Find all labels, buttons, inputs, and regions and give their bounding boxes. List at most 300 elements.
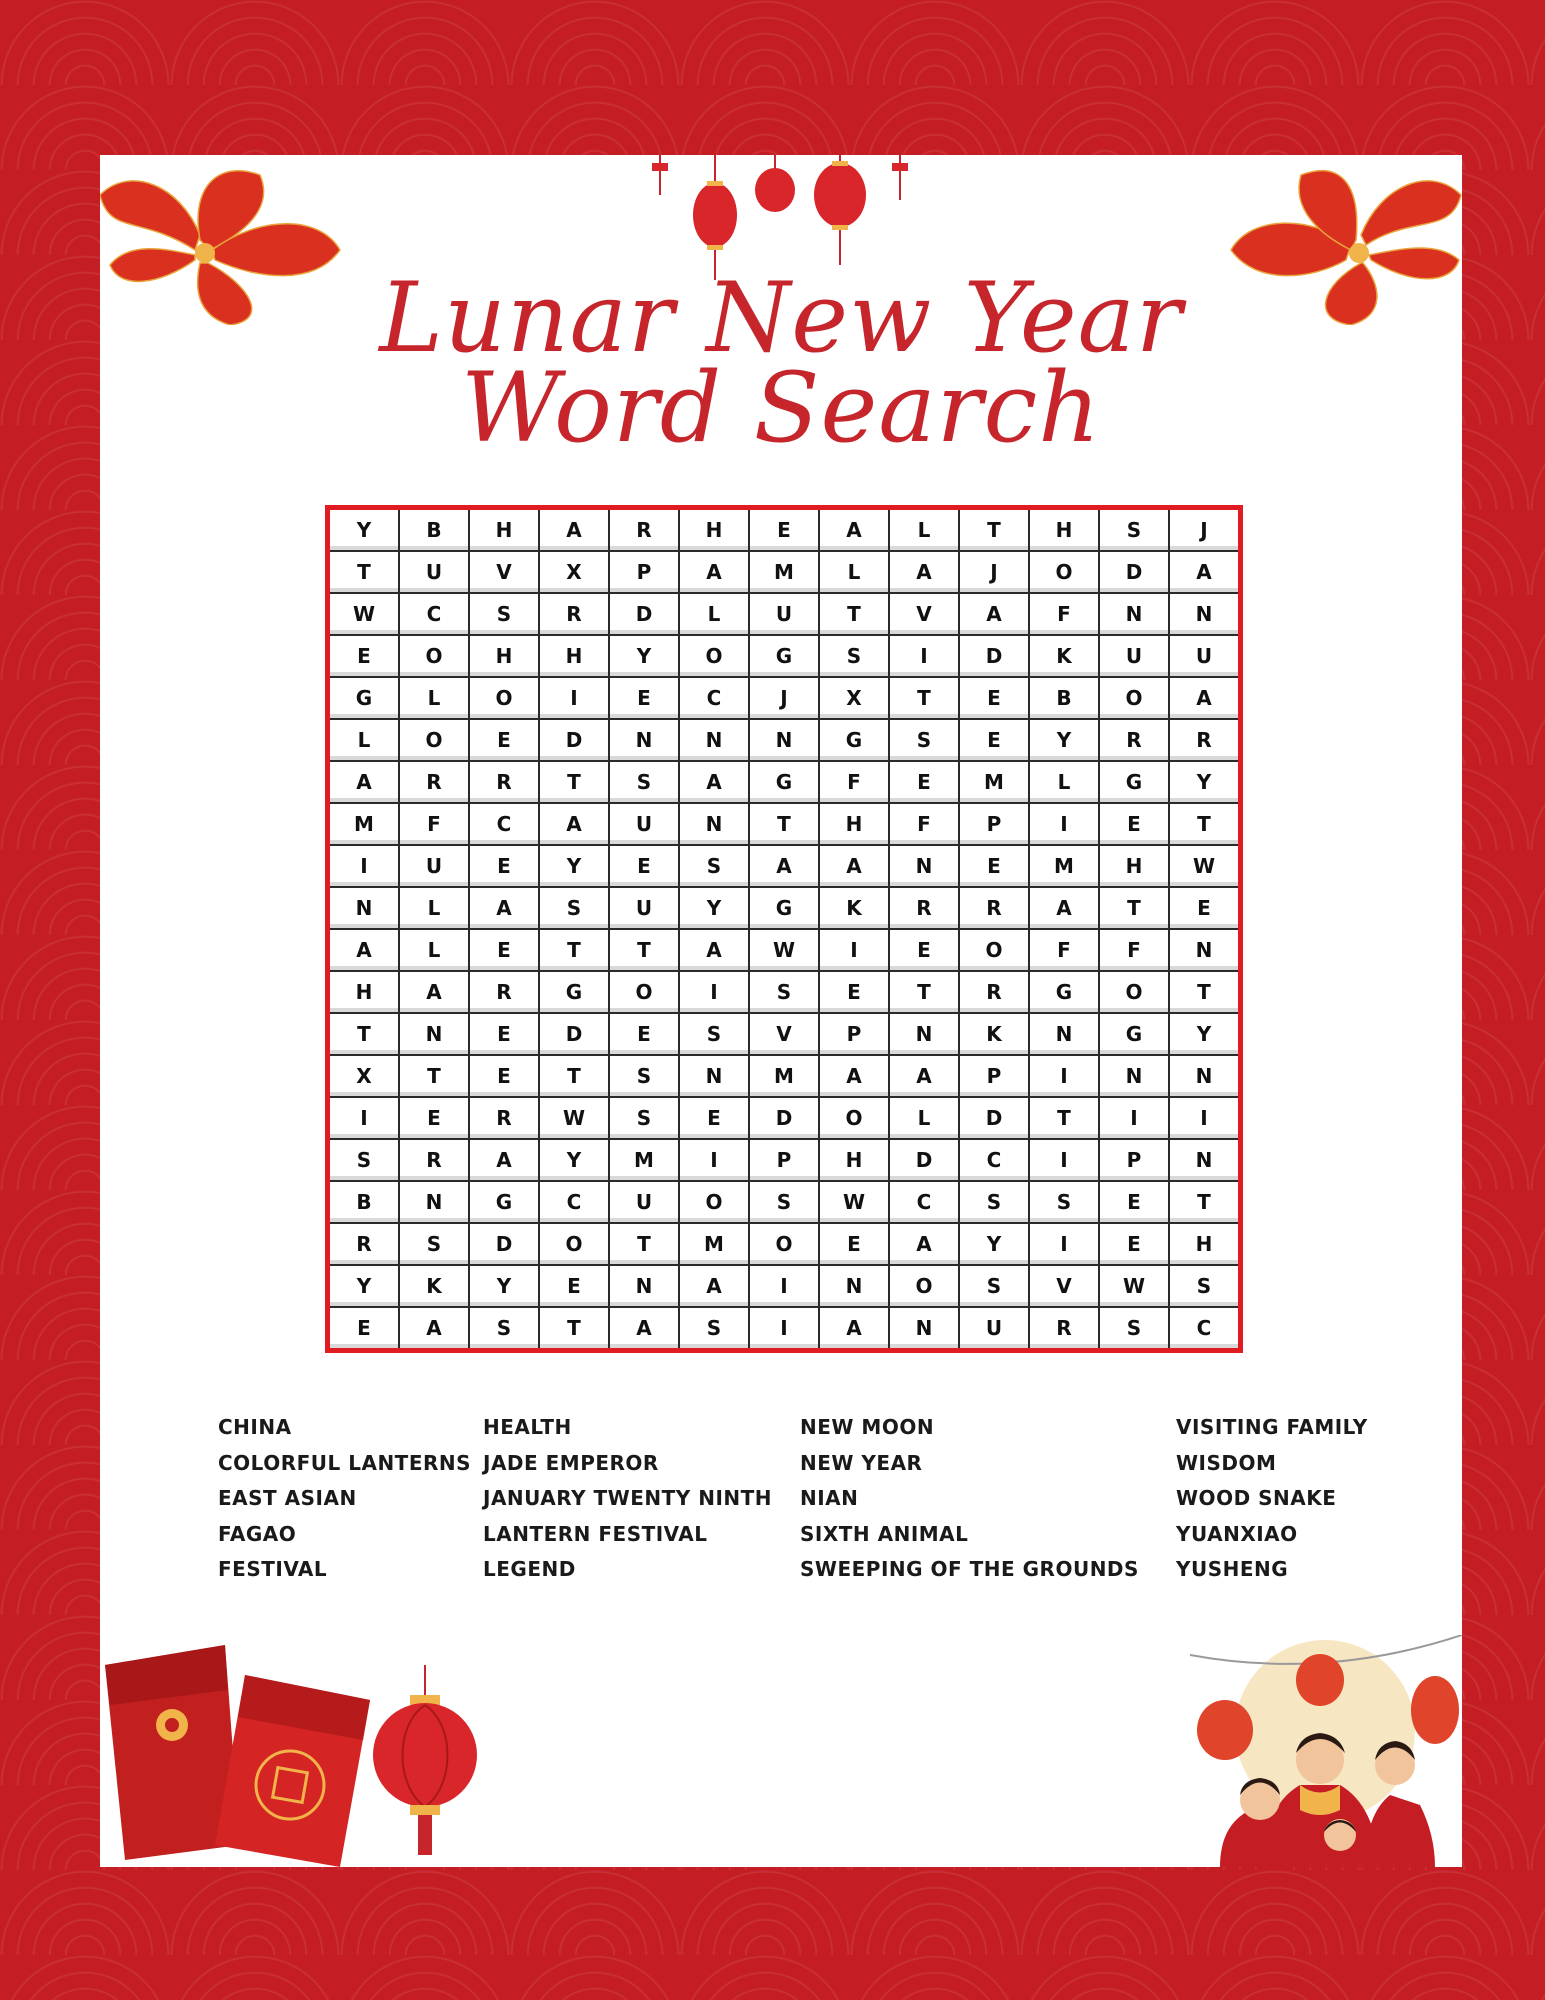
- grid-cell[interactable]: F: [399, 803, 469, 845]
- grid-cell[interactable]: N: [1169, 593, 1241, 635]
- grid-cell[interactable]: N: [679, 719, 749, 761]
- word-list-item: NEW MOON: [800, 1415, 935, 1439]
- family-illustration: [1190, 1635, 1462, 1867]
- grid-cell[interactable]: E: [889, 929, 959, 971]
- grid-cell[interactable]: O: [539, 1223, 609, 1265]
- title-line-1: Lunar New Year: [379, 262, 1183, 374]
- grid-cell[interactable]: A: [819, 508, 889, 552]
- grid-cell[interactable]: A: [539, 508, 609, 552]
- grid-cell[interactable]: Y: [679, 887, 749, 929]
- grid-cell[interactable]: M: [679, 1223, 749, 1265]
- grid-cell[interactable]: N: [399, 1013, 469, 1055]
- grid-cell[interactable]: A: [889, 551, 959, 593]
- grid-cell[interactable]: N: [1099, 593, 1169, 635]
- grid-cell[interactable]: T: [539, 1055, 609, 1097]
- word-list-item: HEALTH: [483, 1415, 572, 1439]
- grid-cell[interactable]: T: [539, 929, 609, 971]
- grid-cell[interactable]: A: [679, 551, 749, 593]
- grid-cell[interactable]: E: [749, 508, 819, 552]
- grid-cell[interactable]: E: [1099, 803, 1169, 845]
- grid-cell[interactable]: D: [959, 1097, 1029, 1139]
- grid-cell[interactable]: S: [1099, 1307, 1169, 1351]
- grid-cell[interactable]: I: [328, 845, 400, 887]
- grid-cell[interactable]: C: [959, 1139, 1029, 1181]
- grid-cell[interactable]: S: [749, 971, 819, 1013]
- grid-cell[interactable]: S: [609, 1097, 679, 1139]
- grid-cell[interactable]: N: [819, 1265, 889, 1307]
- grid-cell[interactable]: G: [469, 1181, 539, 1223]
- grid-cell[interactable]: W: [539, 1097, 609, 1139]
- grid-cell[interactable]: E: [469, 1013, 539, 1055]
- grid-cell[interactable]: M: [749, 551, 819, 593]
- grid-cell[interactable]: L: [328, 719, 400, 761]
- word-list-column: [800, 1410, 1139, 1588]
- grid-cell[interactable]: K: [819, 887, 889, 929]
- grid-cell[interactable]: N: [889, 845, 959, 887]
- word-list-item: COLORFUL LANTERNS: [218, 1450, 472, 1475]
- grid-cell[interactable]: U: [1099, 635, 1169, 677]
- grid-cell[interactable]: E: [1169, 887, 1241, 929]
- grid-cell[interactable]: I: [749, 1307, 819, 1351]
- grid-cell[interactable]: N: [679, 803, 749, 845]
- grid-cell[interactable]: I: [819, 929, 889, 971]
- grid-cell[interactable]: G: [749, 635, 819, 677]
- grid-cell[interactable]: E: [819, 1223, 889, 1265]
- grid-cell[interactable]: T: [539, 1307, 609, 1351]
- grid-cell[interactable]: S: [469, 1307, 539, 1351]
- grid-cell[interactable]: W: [749, 929, 819, 971]
- grid-cell[interactable]: X: [539, 551, 609, 593]
- grid-cell[interactable]: V: [749, 1013, 819, 1055]
- grid-cell[interactable]: H: [679, 508, 749, 552]
- grid-cell[interactable]: H: [328, 971, 400, 1013]
- grid-cell[interactable]: T: [1099, 887, 1169, 929]
- grid-cell[interactable]: I: [1169, 1097, 1241, 1139]
- grid-cell[interactable]: S: [679, 1307, 749, 1351]
- grid-cell[interactable]: T: [1169, 971, 1241, 1013]
- grid-cell[interactable]: N: [1169, 1055, 1241, 1097]
- grid-cell[interactable]: A: [539, 803, 609, 845]
- grid-cell[interactable]: J: [959, 551, 1029, 593]
- grid-cell[interactable]: L: [679, 593, 749, 635]
- word-list-item: YUANXIAO: [1176, 1521, 1298, 1546]
- grid-cell[interactable]: H: [539, 635, 609, 677]
- grid-row: [328, 971, 1241, 1013]
- grid-cell[interactable]: R: [469, 1097, 539, 1139]
- grid-row: [328, 719, 1241, 761]
- grid-cell[interactable]: T: [889, 971, 959, 1013]
- grid-cell[interactable]: L: [399, 887, 469, 929]
- grid-cell[interactable]: E: [609, 677, 679, 719]
- grid-cell[interactable]: J: [749, 677, 819, 719]
- grid-cell[interactable]: W: [1169, 845, 1241, 887]
- grid-cell[interactable]: E: [959, 845, 1029, 887]
- grid-cell[interactable]: Y: [1169, 761, 1241, 803]
- grid-cell[interactable]: X: [819, 677, 889, 719]
- grid-cell[interactable]: S: [959, 1265, 1029, 1307]
- grid-cell[interactable]: D: [469, 1223, 539, 1265]
- grid-cell[interactable]: A: [679, 1265, 749, 1307]
- grid-cell[interactable]: F: [1029, 593, 1099, 635]
- grid-cell[interactable]: N: [889, 1307, 959, 1351]
- grid-cell[interactable]: S: [819, 635, 889, 677]
- grid-cell[interactable]: R: [889, 887, 959, 929]
- grid-cell[interactable]: S: [959, 1181, 1029, 1223]
- grid-cell[interactable]: O: [469, 677, 539, 719]
- grid-cell[interactable]: A: [749, 845, 819, 887]
- grid-cell[interactable]: T: [1029, 1097, 1099, 1139]
- grid-cell[interactable]: G: [1029, 971, 1099, 1013]
- grid-cell[interactable]: P: [819, 1013, 889, 1055]
- grid-cell[interactable]: K: [959, 1013, 1029, 1055]
- grid-cell[interactable]: C: [679, 677, 749, 719]
- grid-cell[interactable]: R: [399, 761, 469, 803]
- word-list-column: [483, 1410, 772, 1588]
- grid-cell[interactable]: A: [1169, 677, 1241, 719]
- grid-cell[interactable]: G: [328, 677, 400, 719]
- grid-cell[interactable]: W: [1099, 1265, 1169, 1307]
- grid-cell[interactable]: N: [1099, 1055, 1169, 1097]
- grid-cell[interactable]: N: [749, 719, 819, 761]
- grid-row: [328, 803, 1241, 845]
- grid-cell[interactable]: H: [1169, 1223, 1241, 1265]
- grid-row: [328, 1139, 1241, 1181]
- grid-cell[interactable]: L: [819, 551, 889, 593]
- grid-cell[interactable]: I: [328, 1097, 400, 1139]
- grid-cell[interactable]: E: [679, 1097, 749, 1139]
- grid-cell[interactable]: A: [399, 971, 469, 1013]
- grid-cell[interactable]: A: [469, 887, 539, 929]
- grid-cell[interactable]: B: [328, 1181, 400, 1223]
- grid-cell[interactable]: O: [399, 719, 469, 761]
- grid-cell[interactable]: I: [539, 677, 609, 719]
- grid-cell[interactable]: M: [328, 803, 400, 845]
- grid-cell[interactable]: R: [469, 971, 539, 1013]
- grid-cell[interactable]: U: [609, 887, 679, 929]
- grid-cell[interactable]: M: [749, 1055, 819, 1097]
- grid-cell[interactable]: T: [749, 803, 819, 845]
- grid-cell[interactable]: I: [679, 1139, 749, 1181]
- grid-cell[interactable]: I: [679, 971, 749, 1013]
- grid-cell[interactable]: I: [1029, 1139, 1099, 1181]
- grid-cell[interactable]: T: [1169, 1181, 1241, 1223]
- grid-cell[interactable]: E: [959, 719, 1029, 761]
- grid-cell[interactable]: R: [1099, 719, 1169, 761]
- grid-cell[interactable]: X: [328, 1055, 400, 1097]
- grid-cell[interactable]: T: [609, 929, 679, 971]
- grid-row: [328, 1265, 1241, 1307]
- word-list-item: SIXTH ANIMAL: [800, 1521, 969, 1546]
- word-list-item: CHINA: [218, 1415, 292, 1439]
- grid-cell[interactable]: T: [328, 551, 400, 593]
- grid-cell[interactable]: E: [469, 845, 539, 887]
- grid-cell[interactable]: E: [469, 719, 539, 761]
- grid-cell[interactable]: O: [399, 635, 469, 677]
- grid-cell[interactable]: E: [889, 761, 959, 803]
- grid-cell[interactable]: E: [1099, 1223, 1169, 1265]
- grid-cell[interactable]: A: [679, 761, 749, 803]
- grid-cell[interactable]: R: [469, 761, 539, 803]
- word-list-item: FAGAO: [218, 1521, 297, 1546]
- grid-cell[interactable]: I: [1029, 803, 1099, 845]
- grid-row: [328, 677, 1241, 719]
- grid-cell[interactable]: G: [1099, 761, 1169, 803]
- grid-cell[interactable]: N: [889, 1013, 959, 1055]
- grid-cell[interactable]: N: [328, 887, 400, 929]
- grid-cell[interactable]: R: [1169, 719, 1241, 761]
- grid-cell[interactable]: F: [1029, 929, 1099, 971]
- grid-cell[interactable]: O: [679, 635, 749, 677]
- word-list-item: NEW YEAR: [800, 1450, 923, 1475]
- grid-cell[interactable]: M: [1029, 845, 1099, 887]
- grid-cell[interactable]: W: [819, 1181, 889, 1223]
- grid-row: [328, 551, 1241, 593]
- grid-cell[interactable]: O: [889, 1265, 959, 1307]
- grid-cell[interactable]: H: [1099, 845, 1169, 887]
- grid-row: [328, 1097, 1241, 1139]
- grid-cell[interactable]: T: [959, 508, 1029, 552]
- grid-cell[interactable]: G: [819, 719, 889, 761]
- grid-cell[interactable]: S: [609, 761, 679, 803]
- grid-cell[interactable]: F: [819, 761, 889, 803]
- grid-cell[interactable]: I: [1029, 1055, 1099, 1097]
- grid-row: [328, 887, 1241, 929]
- grid-cell[interactable]: G: [749, 761, 819, 803]
- word-list-item: WISDOM: [1176, 1450, 1277, 1475]
- grid-cell[interactable]: E: [328, 1307, 400, 1351]
- grid-cell[interactable]: C: [539, 1181, 609, 1223]
- grid-cell[interactable]: Y: [328, 1265, 400, 1307]
- word-list-item: NIAN: [800, 1486, 859, 1510]
- grid-cell[interactable]: T: [328, 1013, 400, 1055]
- grid-cell[interactable]: E: [819, 971, 889, 1013]
- grid-cell[interactable]: A: [959, 593, 1029, 635]
- grid-cell[interactable]: S: [749, 1181, 819, 1223]
- grid-cell[interactable]: Y: [1029, 719, 1099, 761]
- grid-cell[interactable]: P: [959, 803, 1029, 845]
- grid-cell[interactable]: O: [679, 1181, 749, 1223]
- grid-cell[interactable]: Y: [959, 1223, 1029, 1265]
- grid-cell[interactable]: C: [399, 593, 469, 635]
- grid-cell[interactable]: S: [1029, 1181, 1099, 1223]
- grid-cell[interactable]: N: [1029, 1013, 1099, 1055]
- grid-row: [328, 1181, 1241, 1223]
- grid-cell[interactable]: Y: [609, 635, 679, 677]
- grid-row: [328, 508, 1241, 552]
- grid-cell[interactable]: T: [399, 1055, 469, 1097]
- grid-cell[interactable]: L: [399, 929, 469, 971]
- grid-cell[interactable]: P: [1099, 1139, 1169, 1181]
- grid-cell[interactable]: V: [889, 593, 959, 635]
- grid-cell[interactable]: A: [399, 1307, 469, 1351]
- grid-cell[interactable]: Y: [539, 1139, 609, 1181]
- grid-cell[interactable]: H: [469, 635, 539, 677]
- grid-cell[interactable]: O: [749, 1223, 819, 1265]
- grid-cell[interactable]: T: [1169, 803, 1241, 845]
- grid-row: [328, 1013, 1241, 1055]
- grid-cell[interactable]: K: [1029, 635, 1099, 677]
- grid-cell[interactable]: U: [399, 845, 469, 887]
- grid-cell[interactable]: D: [959, 635, 1029, 677]
- grid-cell[interactable]: D: [539, 1013, 609, 1055]
- grid-cell[interactable]: O: [1099, 677, 1169, 719]
- grid-cell[interactable]: A: [889, 1223, 959, 1265]
- grid-cell[interactable]: D: [539, 719, 609, 761]
- grid-cell[interactable]: D: [609, 593, 679, 635]
- grid-cell[interactable]: N: [609, 719, 679, 761]
- grid-cell[interactable]: S: [889, 719, 959, 761]
- grid-cell[interactable]: A: [819, 845, 889, 887]
- word-list-item: VISITING FAMILY: [1176, 1415, 1368, 1439]
- grid-cell[interactable]: O: [819, 1097, 889, 1139]
- grid-cell[interactable]: U: [959, 1307, 1029, 1351]
- grid-cell[interactable]: R: [328, 1223, 400, 1265]
- grid-cell[interactable]: T: [889, 677, 959, 719]
- grid-cell[interactable]: R: [959, 971, 1029, 1013]
- grid-cell[interactable]: A: [469, 1139, 539, 1181]
- grid-cell[interactable]: M: [609, 1139, 679, 1181]
- grid-cell[interactable]: R: [399, 1139, 469, 1181]
- word-list-item: LANTERN FESTIVAL: [483, 1521, 708, 1546]
- grid-cell[interactable]: Y: [539, 845, 609, 887]
- grid-cell[interactable]: A: [1029, 887, 1099, 929]
- grid-cell[interactable]: Y: [328, 508, 400, 552]
- grid-cell[interactable]: S: [399, 1223, 469, 1265]
- grid-cell[interactable]: U: [399, 551, 469, 593]
- grid-cell[interactable]: E: [469, 1055, 539, 1097]
- grid-cell[interactable]: E: [539, 1265, 609, 1307]
- word-list-item: JANUARY TWENTY NINTH: [483, 1486, 773, 1510]
- grid-cell[interactable]: S: [609, 1055, 679, 1097]
- grid-cell[interactable]: I: [889, 635, 959, 677]
- grid-cell[interactable]: I: [1029, 1223, 1099, 1265]
- grid-cell[interactable]: E: [959, 677, 1029, 719]
- grid-cell[interactable]: T: [819, 593, 889, 635]
- grid-cell[interactable]: A: [1169, 551, 1241, 593]
- grid-cell[interactable]: H: [1029, 508, 1099, 552]
- grid-cell[interactable]: D: [889, 1139, 959, 1181]
- grid-cell[interactable]: N: [1169, 929, 1241, 971]
- word-list-item: FESTIVAL: [218, 1557, 328, 1581]
- grid-cell[interactable]: E: [1099, 1181, 1169, 1223]
- grid-cell[interactable]: G: [539, 971, 609, 1013]
- grid-cell[interactable]: E: [609, 1013, 679, 1055]
- grid-cell[interactable]: S: [328, 1139, 400, 1181]
- grid-cell[interactable]: H: [819, 803, 889, 845]
- grid-cell[interactable]: C: [469, 803, 539, 845]
- grid-cell[interactable]: S: [469, 593, 539, 635]
- grid-cell[interactable]: U: [749, 593, 819, 635]
- grid-cell[interactable]: U: [609, 1181, 679, 1223]
- grid-cell[interactable]: E: [469, 929, 539, 971]
- grid-cell[interactable]: T: [609, 1223, 679, 1265]
- grid-cell[interactable]: A: [819, 1307, 889, 1351]
- grid-cell[interactable]: A: [609, 1307, 679, 1351]
- grid-cell[interactable]: P: [609, 551, 679, 593]
- grid-cell[interactable]: P: [959, 1055, 1029, 1097]
- grid-cell[interactable]: D: [749, 1097, 819, 1139]
- worksheet-page: [100, 155, 1462, 1867]
- title-line-2: Word Search: [460, 352, 1102, 464]
- grid-cell[interactable]: R: [1029, 1307, 1099, 1351]
- grid-cell[interactable]: O: [1099, 971, 1169, 1013]
- grid-cell[interactable]: C: [889, 1181, 959, 1223]
- grid-cell[interactable]: E: [328, 635, 400, 677]
- grid-cell[interactable]: L: [399, 677, 469, 719]
- word-list-item: WOOD SNAKE: [1176, 1486, 1337, 1510]
- grid-cell[interactable]: U: [609, 803, 679, 845]
- grid-cell[interactable]: S: [1169, 1265, 1241, 1307]
- grid-cell[interactable]: A: [328, 761, 400, 803]
- grid-row: [328, 845, 1241, 887]
- grid-cell[interactable]: O: [959, 929, 1029, 971]
- grid-row: [328, 1307, 1241, 1351]
- grid-cell[interactable]: I: [1099, 1097, 1169, 1139]
- grid-cell[interactable]: K: [399, 1265, 469, 1307]
- grid-cell[interactable]: Y: [1169, 1013, 1241, 1055]
- grid-cell[interactable]: M: [959, 761, 1029, 803]
- grid-cell[interactable]: S: [679, 845, 749, 887]
- grid-cell[interactable]: H: [819, 1139, 889, 1181]
- grid-cell[interactable]: B: [399, 508, 469, 552]
- grid-cell[interactable]: N: [679, 1055, 749, 1097]
- word-list-item: LEGEND: [483, 1557, 576, 1581]
- grid-cell[interactable]: V: [469, 551, 539, 593]
- grid-cell[interactable]: Y: [469, 1265, 539, 1307]
- grid-cell[interactable]: S: [1099, 508, 1169, 552]
- grid-cell[interactable]: A: [328, 929, 400, 971]
- grid-cell[interactable]: G: [1099, 1013, 1169, 1055]
- grid-cell[interactable]: D: [1099, 551, 1169, 593]
- word-list-column: [1176, 1410, 1368, 1588]
- grid-cell[interactable]: W: [328, 593, 400, 635]
- grid-cell[interactable]: S: [539, 887, 609, 929]
- grid-cell[interactable]: E: [399, 1097, 469, 1139]
- grid-cell[interactable]: R: [959, 887, 1029, 929]
- grid-cell[interactable]: L: [889, 1097, 959, 1139]
- grid-cell[interactable]: L: [1029, 761, 1099, 803]
- grid-cell[interactable]: J: [1169, 508, 1241, 552]
- grid-cell[interactable]: B: [1029, 677, 1099, 719]
- grid-cell[interactable]: G: [749, 887, 819, 929]
- grid-row: [328, 635, 1241, 677]
- grid-cell[interactable]: F: [889, 803, 959, 845]
- grid-cell[interactable]: C: [1169, 1307, 1241, 1351]
- grid-cell[interactable]: O: [609, 971, 679, 1013]
- grid-cell[interactable]: L: [889, 508, 959, 552]
- grid-cell[interactable]: A: [679, 929, 749, 971]
- grid-cell[interactable]: V: [1029, 1265, 1099, 1307]
- grid-cell[interactable]: O: [1029, 551, 1099, 593]
- word-list-item: JADE EMPEROR: [483, 1450, 659, 1475]
- grid-cell[interactable]: U: [1169, 635, 1241, 677]
- grid-cell[interactable]: T: [539, 761, 609, 803]
- grid-cell[interactable]: N: [609, 1265, 679, 1307]
- grid-cell[interactable]: S: [679, 1013, 749, 1055]
- grid-cell[interactable]: R: [609, 508, 679, 552]
- grid-cell[interactable]: N: [399, 1181, 469, 1223]
- grid-cell[interactable]: I: [749, 1265, 819, 1307]
- grid-cell[interactable]: P: [749, 1139, 819, 1181]
- grid-cell[interactable]: E: [609, 845, 679, 887]
- grid-cell[interactable]: N: [1169, 1139, 1241, 1181]
- grid-cell[interactable]: A: [889, 1055, 959, 1097]
- grid-cell[interactable]: F: [1099, 929, 1169, 971]
- grid-row: [328, 761, 1241, 803]
- grid-cell[interactable]: R: [539, 593, 609, 635]
- grid-cell[interactable]: H: [469, 508, 539, 552]
- grid-cell[interactable]: A: [819, 1055, 889, 1097]
